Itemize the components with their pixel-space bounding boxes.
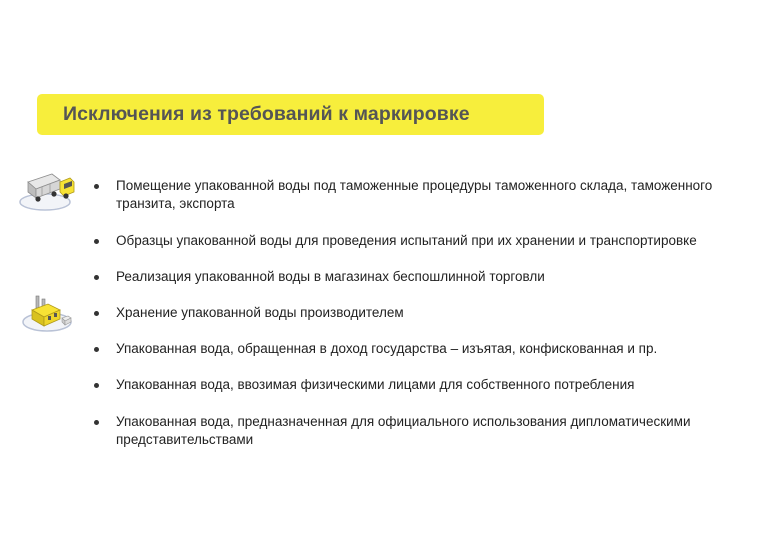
list-item — [94, 268, 754, 286]
list-item — [94, 413, 754, 449]
slide-title: Исключения из требований к маркировке — [63, 103, 470, 125]
factory-icon — [20, 290, 74, 336]
bullet-dot — [94, 383, 99, 388]
bullet-dot — [94, 420, 99, 425]
title-banner — [37, 94, 544, 135]
list-item-text: Реализация упакованной воды в магазинах беспошлинной торговли — [116, 269, 545, 284]
tank-truck-icon — [18, 168, 76, 214]
list-item-text: Упакованная вода, предназначенная для официального использования дипломатическими представительствами — [116, 414, 691, 447]
list-item-text: Упакованная вода, ввозимая физическими лицами для собственного потребления — [116, 377, 635, 392]
bullet-dot — [94, 275, 99, 280]
list-item — [94, 232, 754, 250]
list-item-text: Упакованная вода, обращенная в доход государства – изъятая, конфискованная и пр. — [116, 341, 658, 356]
bullet-dot — [94, 311, 99, 316]
bullet-dot — [94, 184, 99, 189]
list-item — [94, 304, 754, 322]
list-item-text: Образцы упакованной воды для проведения испытаний при их хранении и транспортировке — [116, 233, 697, 248]
list-item — [94, 376, 754, 394]
list-item-text: Хранение упакованной воды производителем — [116, 305, 404, 320]
list-item-text: Помещение упакованной воды под таможенные процедуры таможенного склада, таможенного транзита, экспорта — [116, 178, 713, 211]
list-item — [94, 177, 754, 213]
bullet-dot — [94, 239, 99, 244]
list-item — [94, 340, 754, 358]
bullet-dot — [94, 347, 99, 352]
